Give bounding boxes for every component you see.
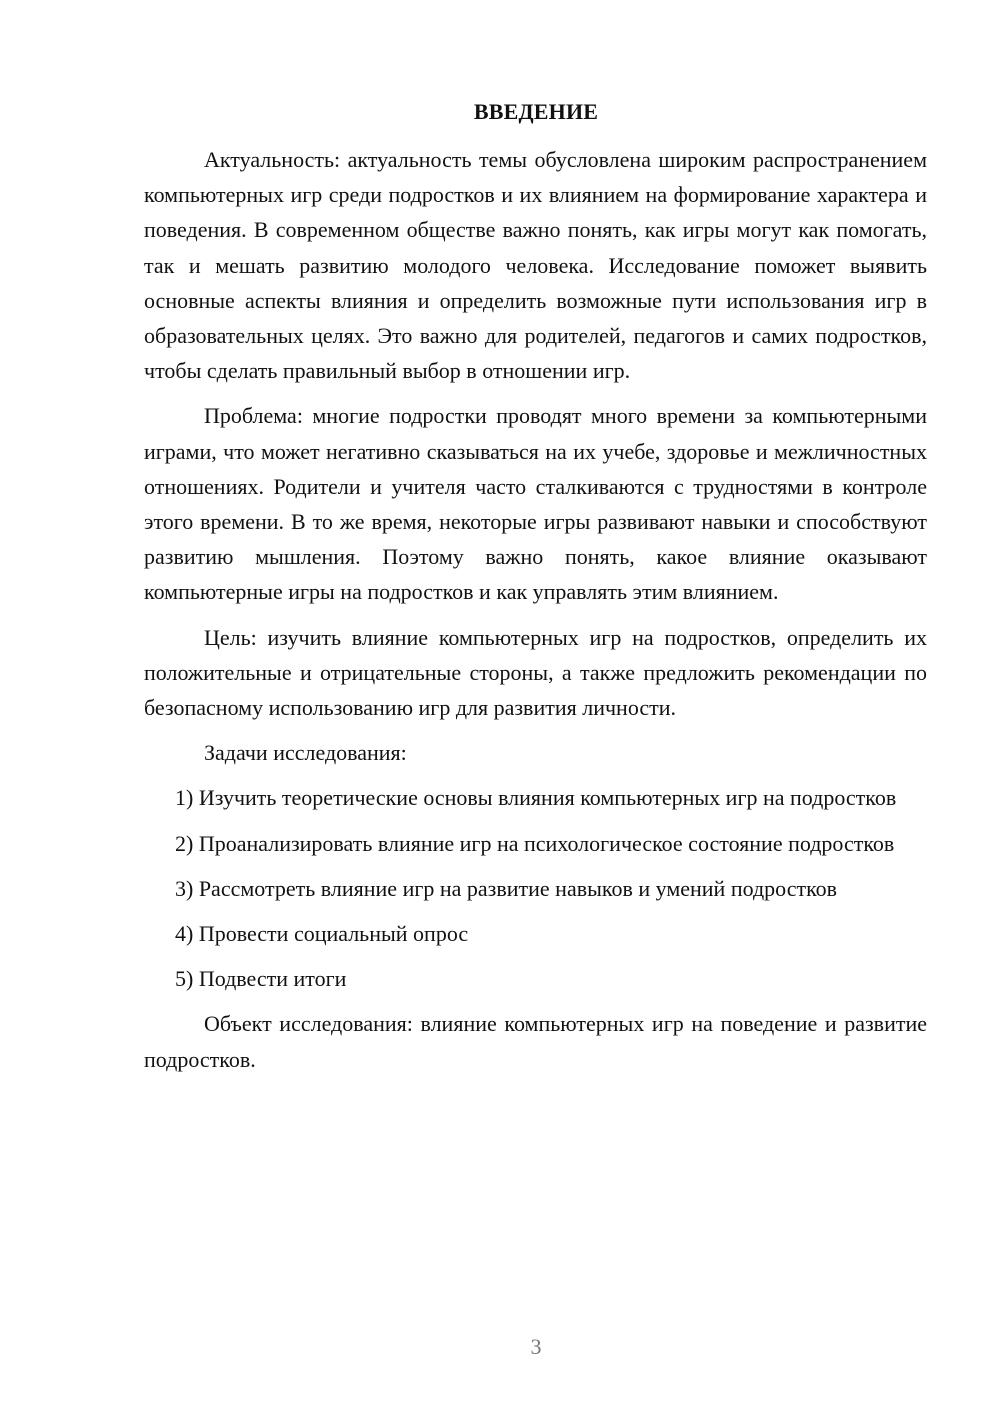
task-item-4: 4) Провести социальный опрос (175, 921, 469, 947)
paragraph-object: Объект исследования: влияние компьютерных игр на поведение и развитие подростков. (144, 1011, 927, 1072)
section-body (144, 142, 927, 1087)
paragraph-relevance: Актуальность: актуальность темы обусловлена широким распространением компьютерных игр среди подростков и их влиянием на формирование характера и поведения. В современном обществе важно понять, как игры могут как помогать, так и мешать развитию молодого человека. Исследование поможет выявить основные аспекты влияния и определить возможные пути использования игр в образовательных целях. Это важно для родителей, педагогов и самих подростков, чтобы сделать правильный выбор в отношении игр. (144, 147, 927, 384)
task-item-3: 3) Рассмотреть влияние игр на развитие навыков и умений подростков (175, 875, 838, 901)
paragraph-problem: Проблема: многие подростки проводят много времени за компьютерными играми, что может негативно сказываться на их учебе, здоровье и межличностных отношениях. Родители и учителя часто сталкиваются с трудностями в контроле этого времени. В то же время, некоторые игры развивают навыки и способствуют развитию мышления. Поэтому важно понять, какое влияние оказывают компьютерные игры на подростков и как управлять этим влиянием. (144, 403, 927, 605)
task-item-2: 2) Проанализировать влияние игр на психологическое состояние подростков (175, 830, 895, 856)
task-item-1: 1) Изучить теоретические основы влияния компьютерных игр на подростков (175, 785, 897, 811)
task-item-5: 5) Подвести итоги (175, 966, 347, 992)
section-title: ВВЕДЕНИЕ (473, 99, 599, 124)
page-number: 3 (530, 1334, 542, 1359)
paragraph-goal: Цель: изучить влияние компьютерных игр на подростков, определить их положительные и отрицательные стороны, а также предложить рекомендации по безопасному использованию игр для развития личности. (144, 624, 927, 721)
paragraph-tasks-heading: Задачи исследования: (204, 740, 407, 766)
